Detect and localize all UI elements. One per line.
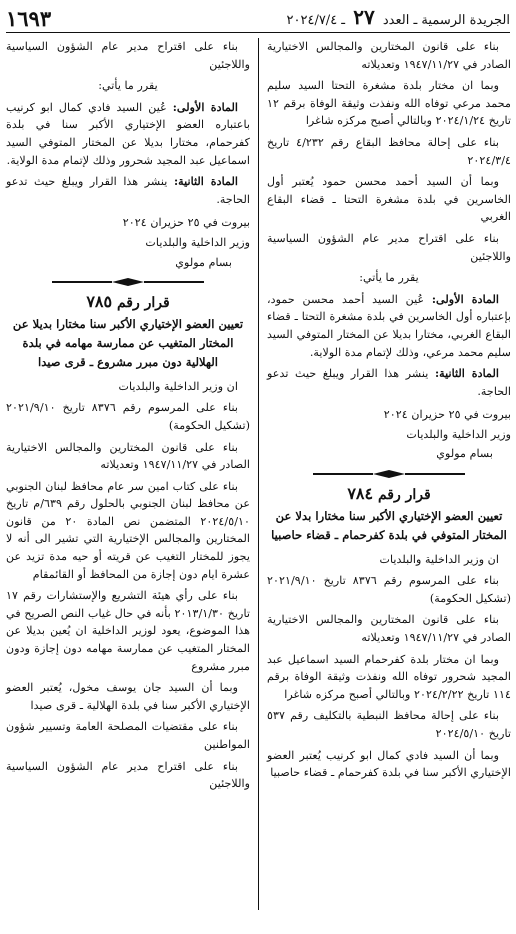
decision-number: ٧٨٤ (347, 484, 374, 504)
paragraph: وبما أن السيد فادي كمال ابو كرنيب يُعتبر العضو الإختياري الأكبر سنا في بلدة كفرحمام ـ قضاء حاصبيا (267, 748, 511, 780)
paragraph: بناء على كتاب امين سر عام محافظ لبنان الجنوبي عن محافظ لبنان الجنوبي بالحلول رقم ٦٣٩/م تاريخ ٢٠٢٤/٥/١٠ المتضمن نص المادة ٢٠ من قانون المختارين والمجالس الإختيارية التي تشير الى أنه لا يجوز للمختار التغيب عن قريته أو حيه مدة تزيد عن عشرة ايام دون إجازة من المحافظ أو القائمقام (6, 479, 250, 581)
decision-subject: تعيين العضو الإختياري الأكبر سنا مختارا بدلا عن المختار المتوفي في بلدة كفرحمام ـ قضاء حاصبيا (271, 508, 507, 542)
paragraph: بناء على مقتضيات المصلحة العامة وتسيير شؤون المواطنين (6, 720, 250, 751)
article-label: المادة الأولى: (172, 99, 238, 114)
paragraph: بناء على إحالة محافظ النبطية بالتكليف رقم ٥٣٧ تاريخ ٢٠٢٤/٥/١٠ (267, 709, 511, 740)
article-text: عُين السيد أحمد محسن حمود، بإعتباره أول الخاسرين في بلدة مشغرة التحتا ـ قضاء البقاع الغربي، مختارا بديلا عن المختار المتوفي السيد سليم محمد مرعي، وذلك لإتمام مدة الولاية. (267, 292, 511, 359)
paragraph: بناء على اقتراح مدير عام الشؤون السياسية واللاجئين (6, 759, 250, 791)
issue-number: ٢٧ (353, 5, 375, 29)
decision-number: ٧٨٥ (86, 292, 113, 312)
article-label: المادة الثانية: (173, 174, 238, 189)
paragraph: ان وزير الداخلية والبلديات (118, 379, 238, 393)
sign-date: بيروت في ٢٥ حزيران ٢٠٢٤ (383, 408, 511, 422)
paragraph: بناء على قانون المختارين والمجالس الاختيارية الصادر في ١٩٤٧/١١/٢٧ وتعديلاته (267, 613, 511, 645)
sign-title: وزير الداخلية والبلديات (145, 235, 250, 249)
decision-label: قرار رقم (116, 295, 170, 312)
paragraph: بناء على المرسوم رقم ٨٣٧٦ تاريخ ٢٠٢١/٩/١٠ (تشكيل الحكومة) (267, 574, 511, 605)
paragraph: وبما ان مختار بلدة مشغرة التحتا السيد سليم محمد مرعي توفاه الله ونفذت وثيقة الوفاة برقم ١٢ تاريخ ٢٠٢٤/١/٢٤ وبالتالي أصبح مركزه شاغرا (267, 79, 511, 128)
decides-heading: يقرر ما يأتي: (98, 79, 158, 93)
paragraph: ان وزير الداخلية والبلديات (379, 552, 499, 566)
page-number: ١٦٩٣ (6, 6, 52, 31)
article-label: المادة الأولى: (431, 291, 500, 306)
article-label: المادة الثانية: (434, 366, 499, 381)
article-text: عُين السيد فادي كمال ابو كرنيب باعتباره العضو الإختياري الأكبر سنا في بلدة كفرحمام، مختارا بديلا عن المختار المتوفي السيد اسماعيل عبد المجيد شحرور وذلك لإتمام مدة الولاية. (6, 100, 250, 167)
article-1 (267, 291, 511, 361)
article-text: ينشر هذا القرار ويبلغ حيث تدعو الحاجة. (267, 367, 511, 398)
column-divider (258, 38, 259, 910)
section-separator (6, 275, 250, 289)
sign-name: بسام مولوي (436, 447, 493, 461)
decision-title (6, 293, 250, 313)
paragraph: بناء على قانون المختارين والمجالس الاختيارية الصادر في ١٩٤٧/١١/٢٧ وتعديلاته (267, 40, 511, 71)
paragraph: بناء على المرسوم رقم ٨٣٧٦ تاريخ ٢٠٢١/٩/١٠ (تشكيل الحكومة) (6, 401, 250, 432)
paragraph: بناء على قانون المختارين والمجالس الاختيارية الصادر في ١٩٤٧/١١/٢٧ وتعديلاته (6, 440, 250, 472)
decision-title (267, 485, 511, 505)
decision-label: قرار رقم (377, 487, 431, 504)
right-column (267, 38, 511, 786)
sign-name: بسام مولوي (175, 255, 232, 269)
left-column (6, 38, 250, 797)
paragraph: بناء على إحالة محافظ البقاع رقم ٤/٢٣٢ تاريخ ٢٠٢٤/٣/٤ (267, 135, 511, 167)
decides-heading: يقرر ما يأتي: (359, 271, 419, 285)
article-text: ينشر هذا القرار ويبلغ حيث تدعو الحاجة. (6, 175, 250, 206)
article-1 (6, 99, 250, 169)
paragraph: بناء على اقتراح مدير عام الشؤون السياسية واللاجئين (267, 231, 511, 263)
sign-date: بيروت في ٢٥ حزيران ٢٠٢٤ (122, 216, 250, 230)
paragraph: بناء على رأي هيئة التشريع والإستشارات رقم ١٧ تاريخ ٢٠١٣/١/٣٠ بأنه في حال غياب النص الصريح في هذا الموضوع، يعود لوزير الداخلية ان يُعين بديلا عن المختار المتغيب عن ممارسة مهامه دون إجازة ودون مبرر مشروع (6, 589, 250, 673)
journal-name: الجريدة الرسمية ـ العدد (382, 13, 510, 28)
article-2 (6, 173, 250, 208)
section-separator (267, 467, 511, 481)
paragraph: بناء على اقتراح مدير عام الشؤون السياسية واللاجئين (6, 40, 250, 71)
issue-date: ـ ٢٠٢٤/٧/٤ (286, 13, 346, 28)
sign-title: وزير الداخلية والبلديات (406, 427, 511, 441)
paragraph: وبما أن السيد أحمد محسن حمود يُعتبر أول الخاسرين في بلدة مشغرة التحتا ـ قضاء البقاع الغربي (267, 175, 511, 224)
journal-header (287, 5, 510, 32)
paragraph: وبما أن السيد جان يوسف مخول، يُعتبر العضو الإختياري الأكبر سنا في بلدة الهلالية ـ قرى صيدا (6, 681, 250, 712)
paragraph: وبما ان مختار بلدة كفرحمام السيد اسماعيل عبد المجيد شحرور توفاه الله ونفذت وثيقة الوفاة برقم ١١٤ تاريخ ٢٠٢٤/٢/٢٢ وبالتالي أصبح مركزه شاغرا (267, 652, 511, 701)
article-2 (267, 365, 511, 400)
page-header (6, 6, 510, 33)
decision-subject: تعيين العضو الإختياري الأكبر سنا مختارا بديلا عن المختار المتغيب عن ممارسة مهامه في بلدة الهلالية دون مبرر مشروع ـ قرى صيدا (12, 316, 244, 369)
